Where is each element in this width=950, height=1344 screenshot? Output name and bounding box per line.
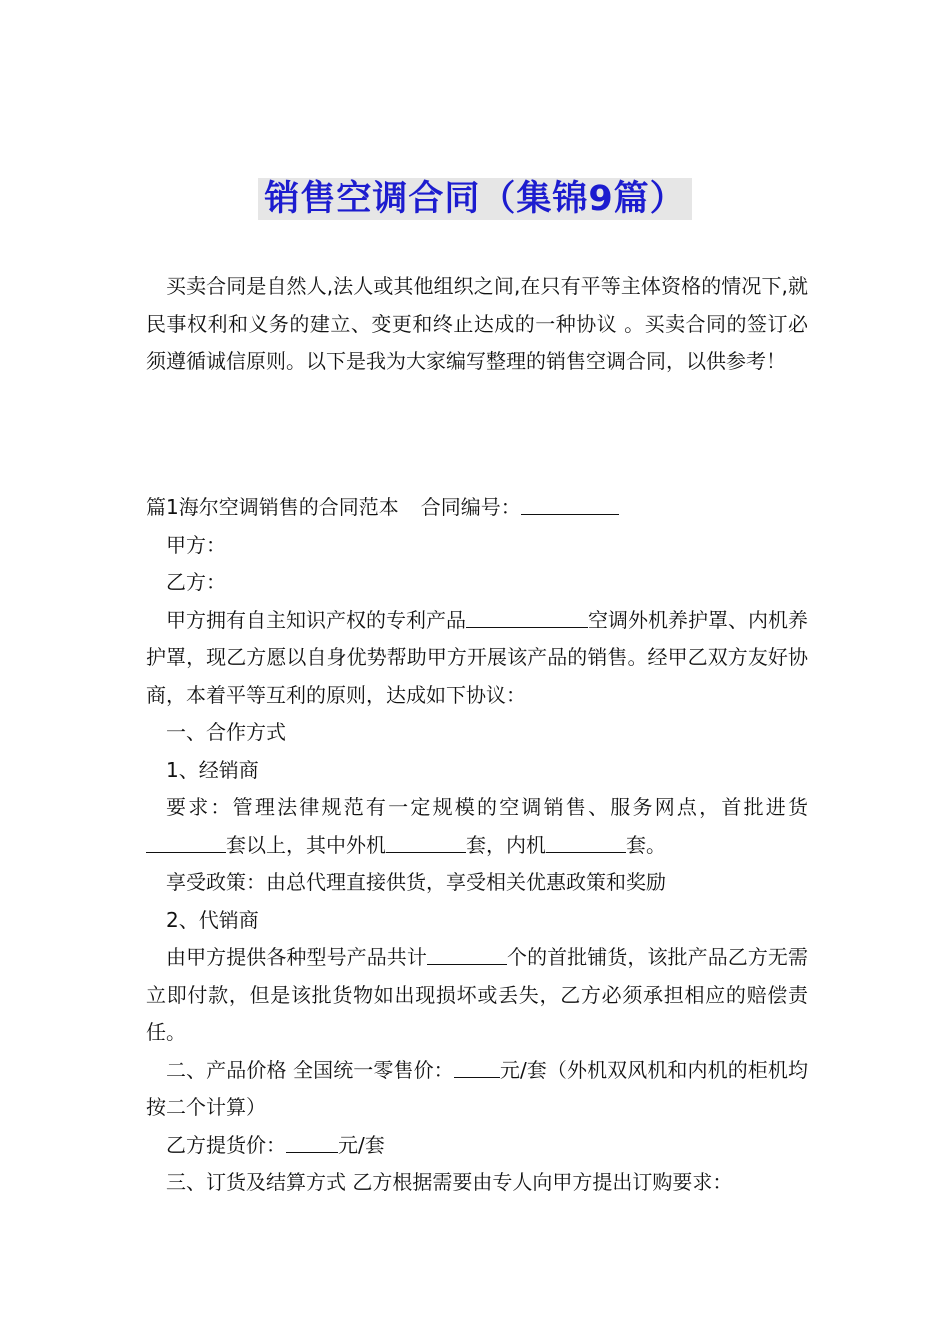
retail-price-blank bbox=[454, 1057, 500, 1078]
pickup-price-line bbox=[146, 1127, 808, 1165]
agent-quantity-blank bbox=[427, 944, 507, 965]
pickup-price-blank bbox=[286, 1132, 338, 1153]
title-container bbox=[0, 178, 950, 220]
agent-text-a: 由甲方提供各种型号产品共计 bbox=[166, 945, 427, 969]
section-2-paragraph bbox=[146, 1052, 808, 1127]
document-title: 销售空调合同（集锦9篇） bbox=[258, 178, 691, 220]
indoor-units-blank bbox=[546, 832, 626, 853]
intro-section bbox=[146, 268, 808, 381]
requirement-text-c: 套，内机 bbox=[466, 832, 546, 857]
product-paragraph bbox=[146, 602, 808, 715]
party-a-line: 甲方： bbox=[166, 532, 226, 557]
section-1-heading: 一、合作方式 bbox=[166, 720, 286, 744]
party-b-line: 乙方： bbox=[166, 570, 226, 594]
contract-number-label: 合同编号： bbox=[420, 495, 521, 519]
requirement-text-a: 要求：管理法律规范有一定规模的空调销售、服务网点，首批进货 bbox=[166, 795, 808, 819]
policy-line: 享受政策：由总代理直接供货，享受相关优惠政策和奖励 bbox=[166, 870, 666, 894]
requirement-text-b: 套以上，其中外机 bbox=[226, 832, 386, 857]
contract-section bbox=[146, 489, 808, 1202]
product-name-blank bbox=[466, 607, 588, 628]
agent-paragraph bbox=[146, 939, 808, 1052]
agent-text-b: 个的首批铺货，该批产品乙方无需立即付款，但是该批货物如出现损坏或丢失，乙方必须承担相应的赔偿责任。 bbox=[146, 945, 809, 1044]
section-3-line: 三、订货及结算方式 乙方根据需要由专人向甲方提出订购要求： bbox=[166, 1170, 733, 1194]
intro-paragraph: 买卖合同是自然人,法人或其他组织之间,在只有平等主体资格的情况下,就民事权利和义务的建立、变更和终止达成的一种协议 。买卖合同的签订必须遵循诚信原则。以下是我为大家编写整理的销售空调合同，以供参考！ bbox=[146, 274, 808, 373]
pickup-text-a: 乙方提货价： bbox=[166, 1132, 286, 1157]
section-1-2-heading: 2、代销商 bbox=[166, 907, 259, 932]
product-text-end: 空调外机养护罩、内机养护罩，现乙方愿以自身优势帮助甲方开展该产品的销售。经甲乙双方友好协商，本着平等互利的原则，达成如下协议： bbox=[146, 607, 808, 707]
total-sets-blank bbox=[146, 832, 226, 853]
article-heading-line bbox=[146, 489, 808, 527]
price-text-b: 元/套（外机双风机和内机的柜机均按二个计算） bbox=[146, 1057, 808, 1119]
requirement-paragraph bbox=[146, 789, 808, 864]
section-1-1-heading: 1、经销商 bbox=[166, 757, 259, 782]
price-text-a: 二、产品价格 全国统一零售价： bbox=[166, 1057, 454, 1082]
requirement-text-d: 套。 bbox=[626, 832, 666, 857]
outdoor-units-blank bbox=[386, 832, 466, 853]
product-text-start: 甲方拥有自主知识产权的专利产品 bbox=[166, 607, 466, 632]
contract-number-blank bbox=[521, 494, 619, 515]
pickup-text-b: 元/套 bbox=[338, 1132, 385, 1157]
article-heading: 篇1海尔空调销售的合同范本 bbox=[146, 495, 399, 519]
